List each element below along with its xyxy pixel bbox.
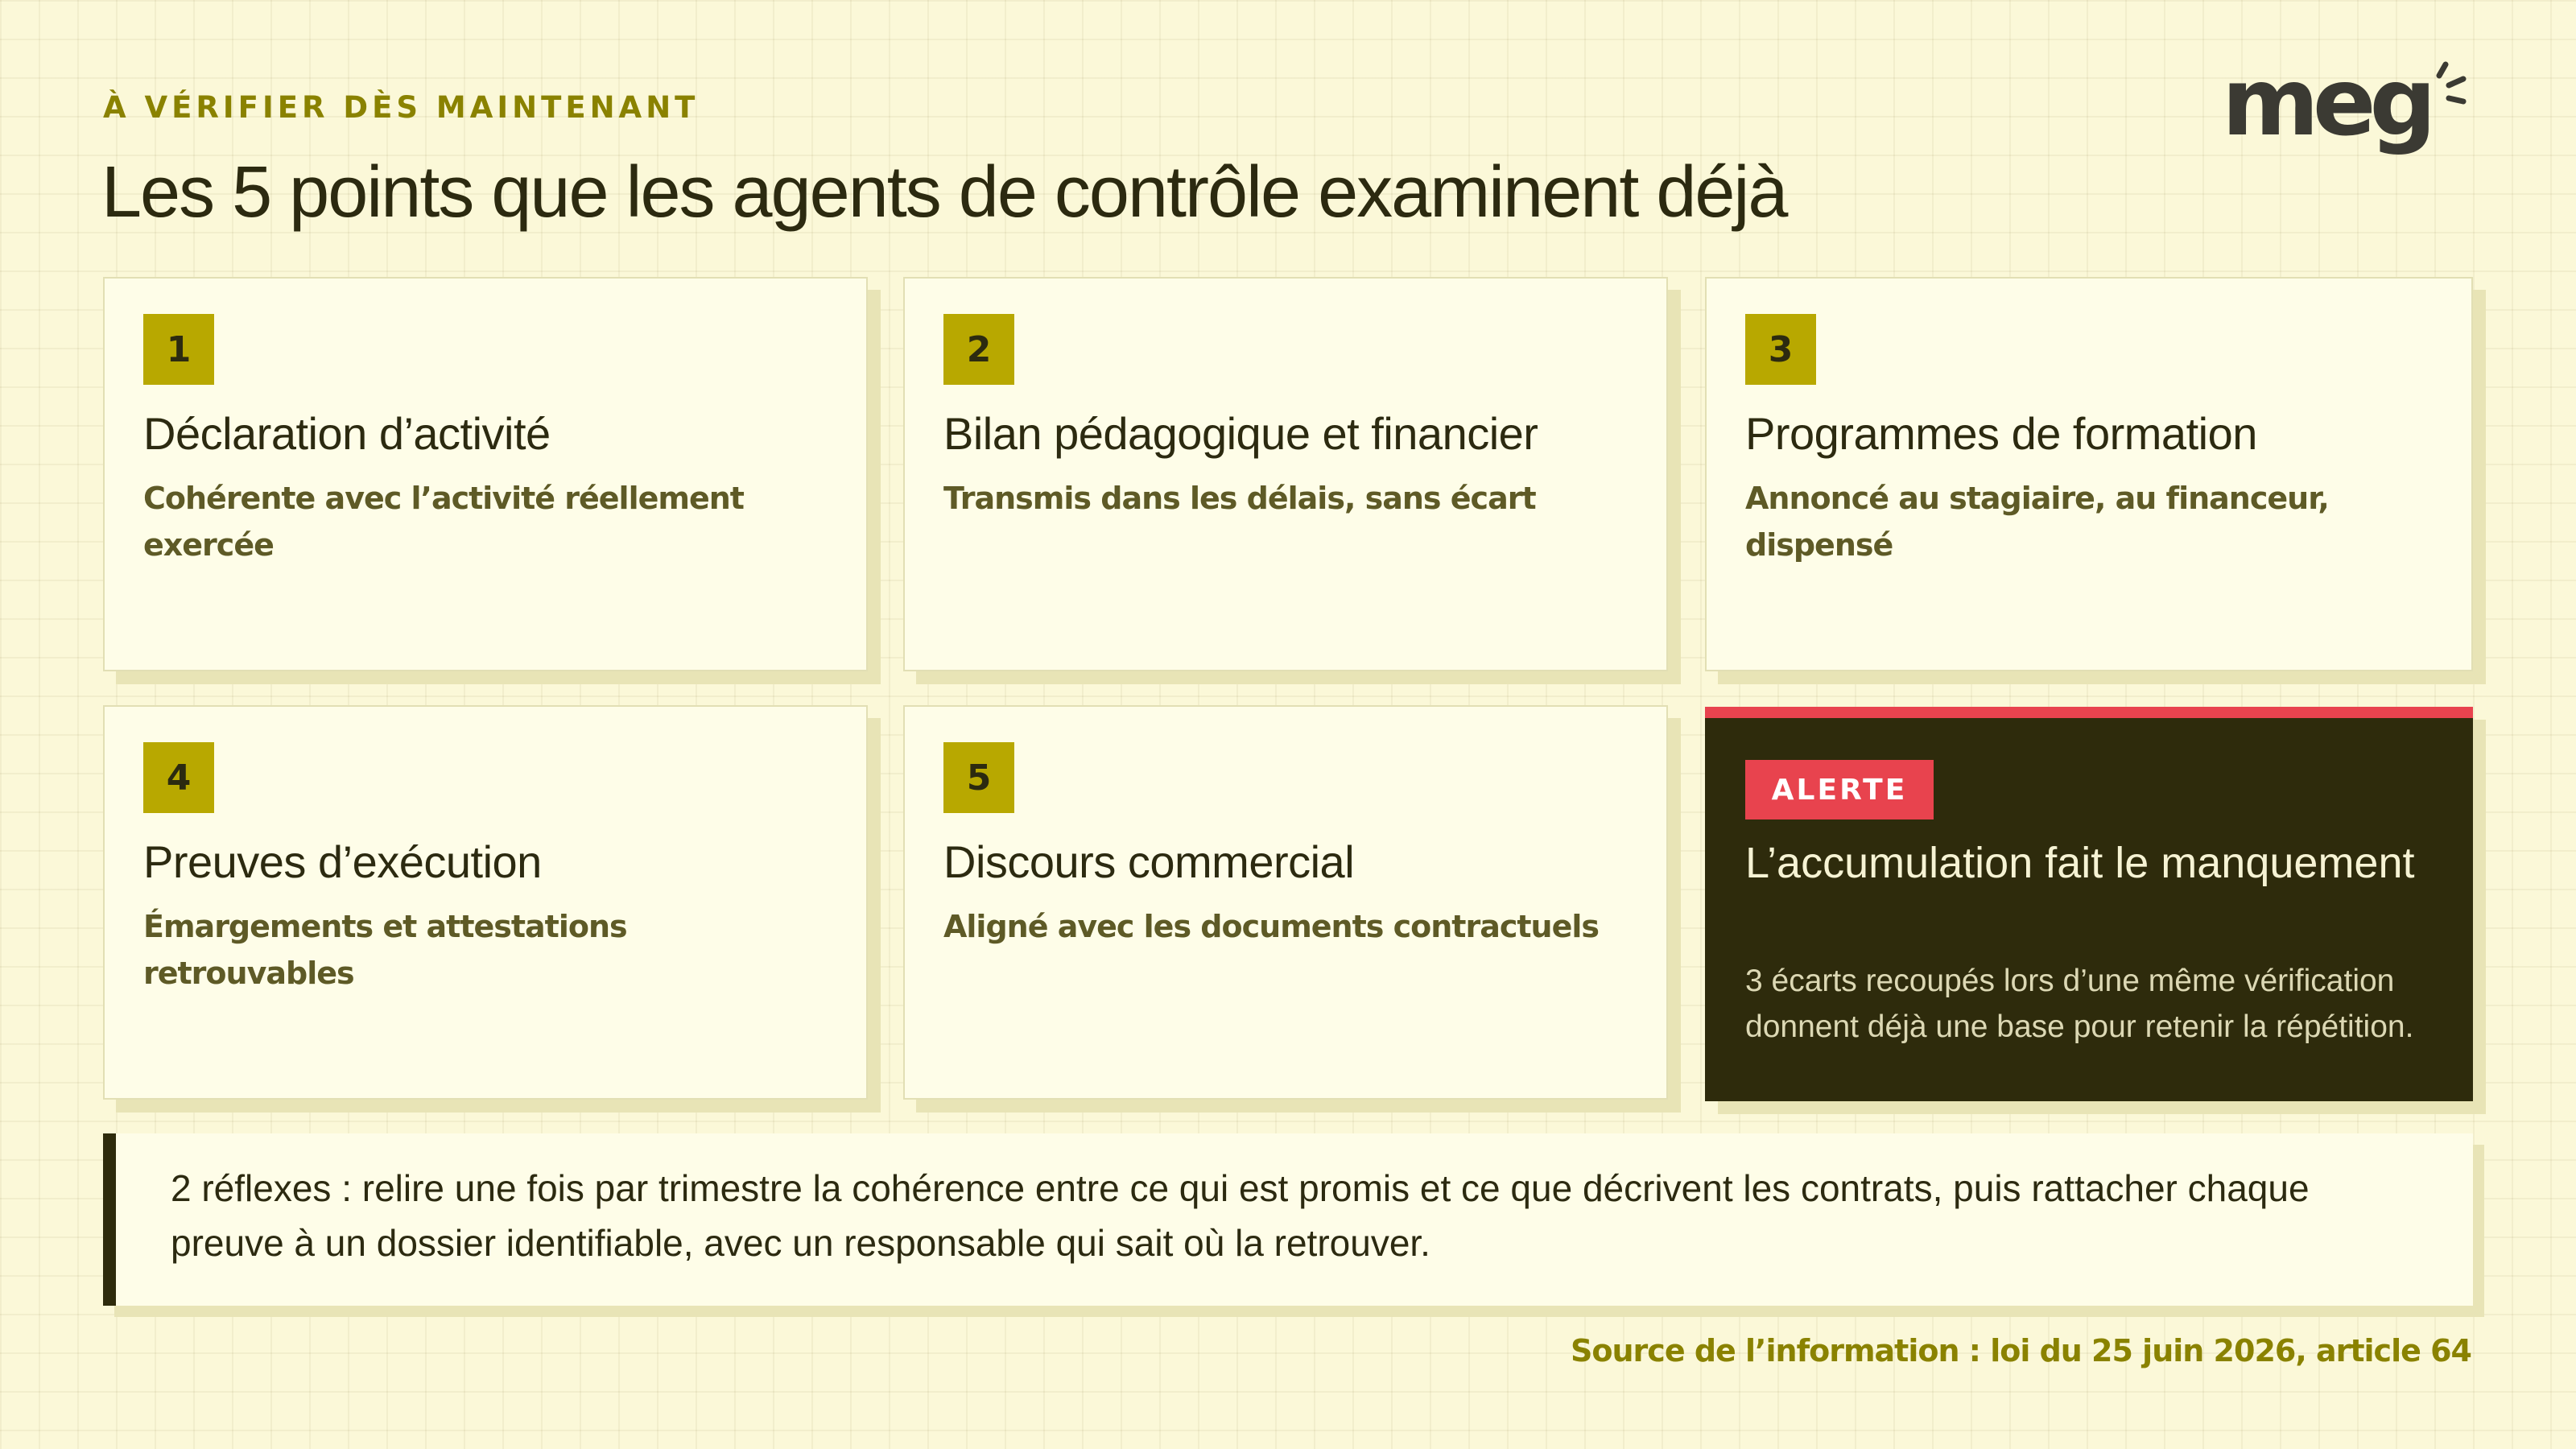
control-point-card-4 xyxy=(103,705,868,1100)
card-title: Bilan pédagogique et financier xyxy=(943,408,1538,459)
control-point-card-3 xyxy=(1705,277,2473,671)
control-point-card-2 xyxy=(903,277,1668,671)
alert-badge: ALERTE xyxy=(1745,760,1934,819)
card-description: Annoncé au stagiaire, au financeur, dispensé xyxy=(1745,481,2329,563)
card-number-badge: 2 xyxy=(943,314,1014,385)
alert-title: L’accumulation fait le manquement xyxy=(1745,839,2415,887)
alert-card xyxy=(1705,707,2473,1101)
card-description: Transmis dans les délais, sans écart xyxy=(943,481,1536,516)
card-title: Discours commercial xyxy=(943,836,1355,887)
card-description: Aligné avec les documents contractuels xyxy=(943,909,1600,944)
logo-wordmark: meg xyxy=(2222,48,2430,157)
eyebrow-label: À VÉRIFIER DÈS MAINTENANT xyxy=(103,90,700,125)
card-title: Preuves d’exécution xyxy=(143,836,542,887)
source-note: Source de l’information : loi du 25 juin 2026, article 64 xyxy=(1571,1333,2471,1368)
card-title: Déclaration d’activité xyxy=(143,408,551,459)
card-description: Émargements et attestations retrouvables xyxy=(143,909,627,991)
control-point-card-5 xyxy=(903,705,1668,1100)
card-number-badge: 1 xyxy=(143,314,214,385)
card-number-badge: 4 xyxy=(143,742,214,813)
reflex-callout xyxy=(103,1133,2473,1306)
card-number-badge: 3 xyxy=(1745,314,1816,385)
reflex-text: 2 réflexes : relire une fois par trimestre la cohérence entre ce qui est promis et ce que décrivent les contrats, puis rattacher chaque preuve à un dossier identifiable, avec un responsable qui sait où la retrouver. xyxy=(171,1167,2310,1264)
sparkle-rays-icon xyxy=(2421,61,2478,118)
brand-logo xyxy=(2222,48,2479,185)
alert-description: 3 écarts recoupés lors d’une même vérification donnent déjà une base pour retenir la répétition. xyxy=(1745,964,2414,1044)
card-title: Programmes de formation xyxy=(1745,408,2257,459)
page-title: Les 5 points que les agents de contrôle examinent déjà xyxy=(101,152,1787,233)
control-point-card-1 xyxy=(103,277,868,671)
card-description: Cohérente avec l’activité réellement exercée xyxy=(143,481,744,563)
card-number-badge: 5 xyxy=(943,742,1014,813)
